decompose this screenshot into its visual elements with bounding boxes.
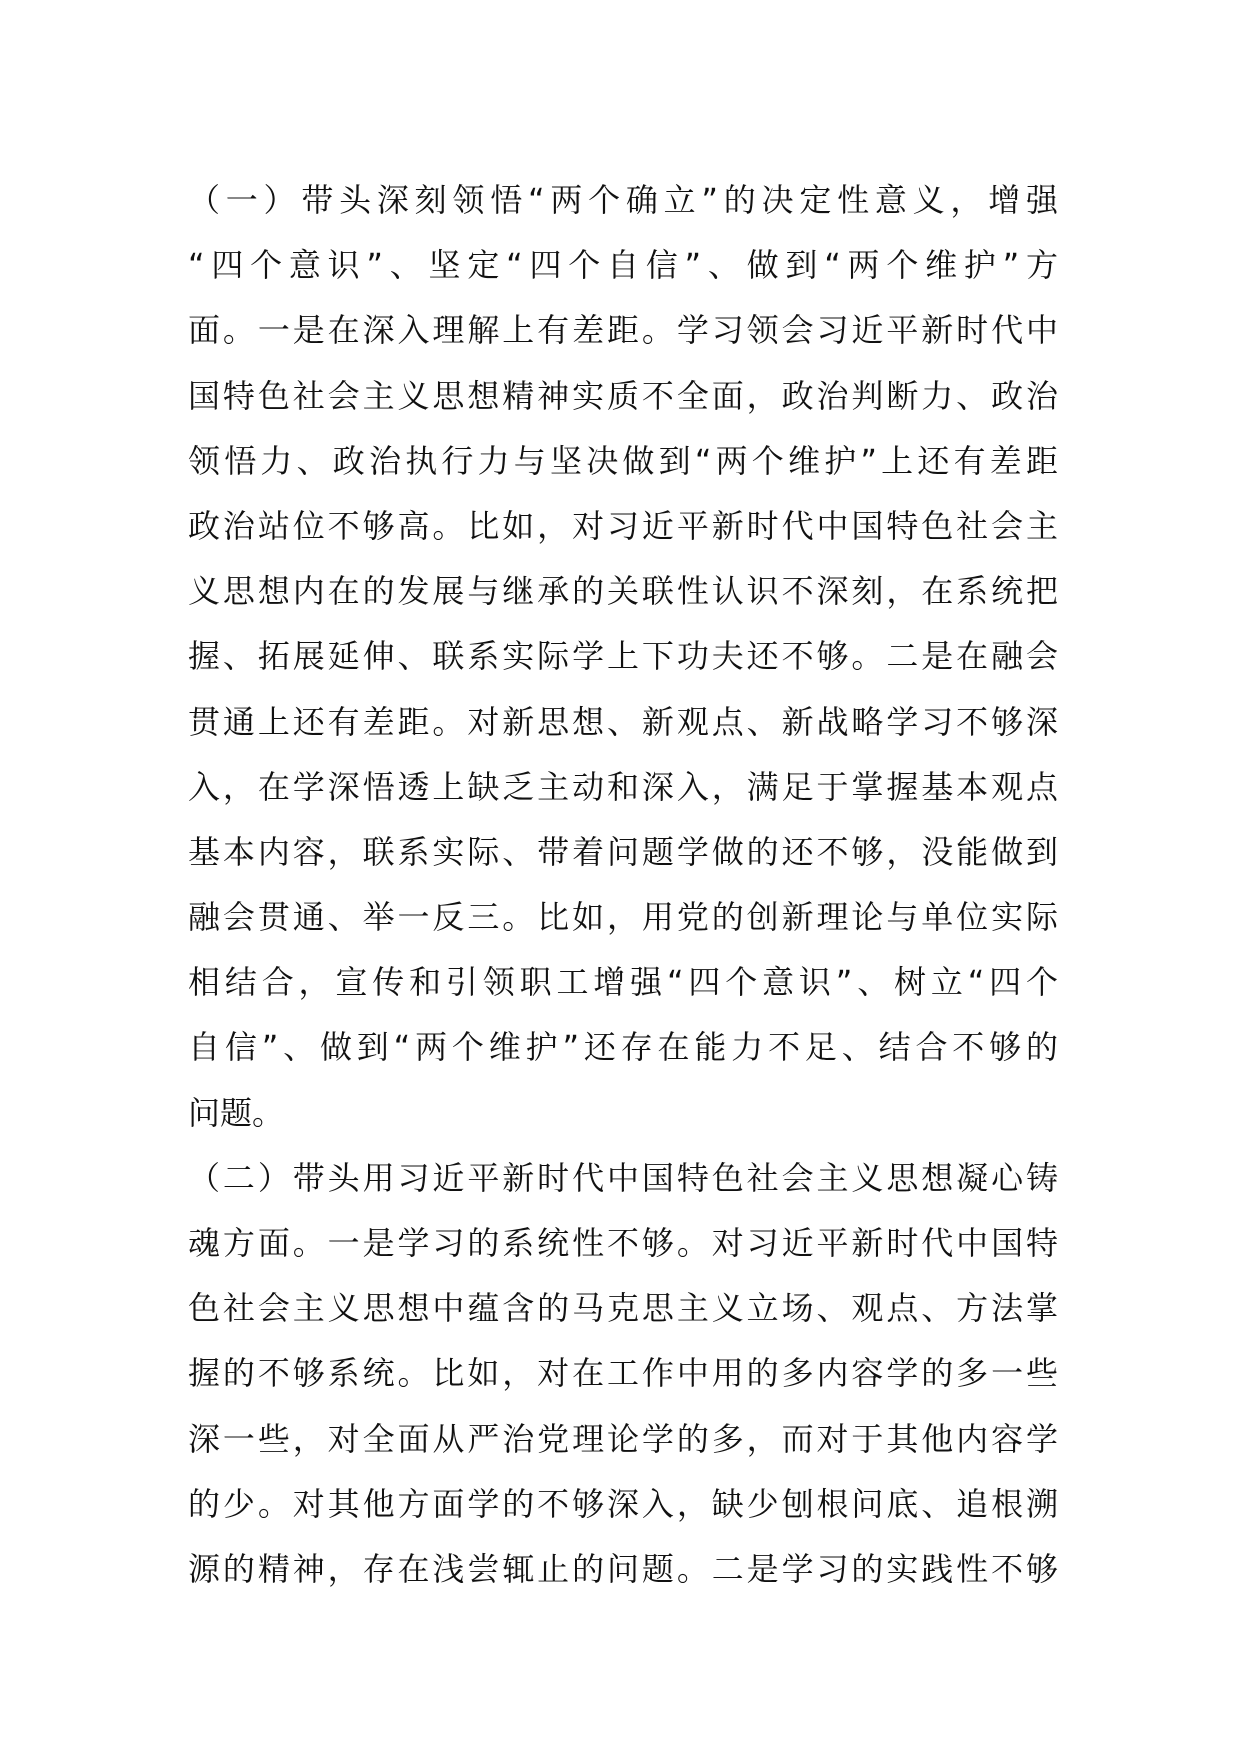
text-line: 入，在学深悟透上缺乏主动和深入，满足于掌握基本观点 xyxy=(188,767,1058,806)
text-line: 义思想内在的发展与继承的关联性认识不深刻，在系统把 xyxy=(188,572,1058,611)
body-text xyxy=(188,168,1058,1602)
text-line: 源的精神，存在浅尝辄止的问题。二是学习的实践性不够 xyxy=(188,1549,1058,1588)
text-line: 融会贯通、举一反三。比如，用党的创新理论与单位实际 xyxy=(188,898,1058,937)
text-line: 握的不够系统。比如，对在工作中用的多内容学的多一些 xyxy=(188,1354,1058,1393)
text-line: 深一些，对全面从严治党理论学的多，而对于其他内容学 xyxy=(188,1419,1058,1458)
text-line: 的少。对其他方面学的不够深入，缺少刨根问底、追根溯 xyxy=(188,1484,1058,1523)
text-line: 基本内容，联系实际、带着问题学做的还不够，没能做到 xyxy=(188,832,1058,871)
text-line: 相结合，宣传和引领职工增强“四个意识”、树立“四个 xyxy=(188,963,1058,1002)
text-line: （二）带头用习近平新时代中国特色社会主义思想凝心铸 xyxy=(188,1158,1058,1197)
text-line: 色社会主义思想中蕴含的马克思主义立场、观点、方法掌 xyxy=(188,1289,1058,1328)
text-line: 魂方面。一是学习的系统性不够。对习近平新时代中国特 xyxy=(188,1224,1058,1262)
text-line: 领悟力、政治执行力与坚决做到“两个维护”上还有差距 xyxy=(188,441,1058,480)
text-line: 握、拓展延伸、联系实际学上下功夫还不够。二是在融会 xyxy=(188,637,1058,676)
text-line: 政治站位不够高。比如，对习近平新时代中国特色社会主 xyxy=(188,506,1058,545)
text-line: 问题。 xyxy=(188,1093,285,1132)
text-line: “四个意识”、坚定“四个自信”、做到“两个维护”方 xyxy=(188,246,1058,285)
text-line: 面。一是在深入理解上有差距。学习领会习近平新时代中 xyxy=(188,311,1058,350)
text-line: 贯通上还有差距。对新思想、新观点、新战略学习不够深 xyxy=(188,702,1058,741)
text-line: 国特色社会主义思想精神实质不全面，政治判断力、政治 xyxy=(188,376,1058,415)
text-line: 自信”、做到“两个维护”还存在能力不足、结合不够的 xyxy=(188,1028,1058,1067)
text-line: （一）带头深刻领悟“两个确立”的决定性意义，增强 xyxy=(188,181,1058,219)
